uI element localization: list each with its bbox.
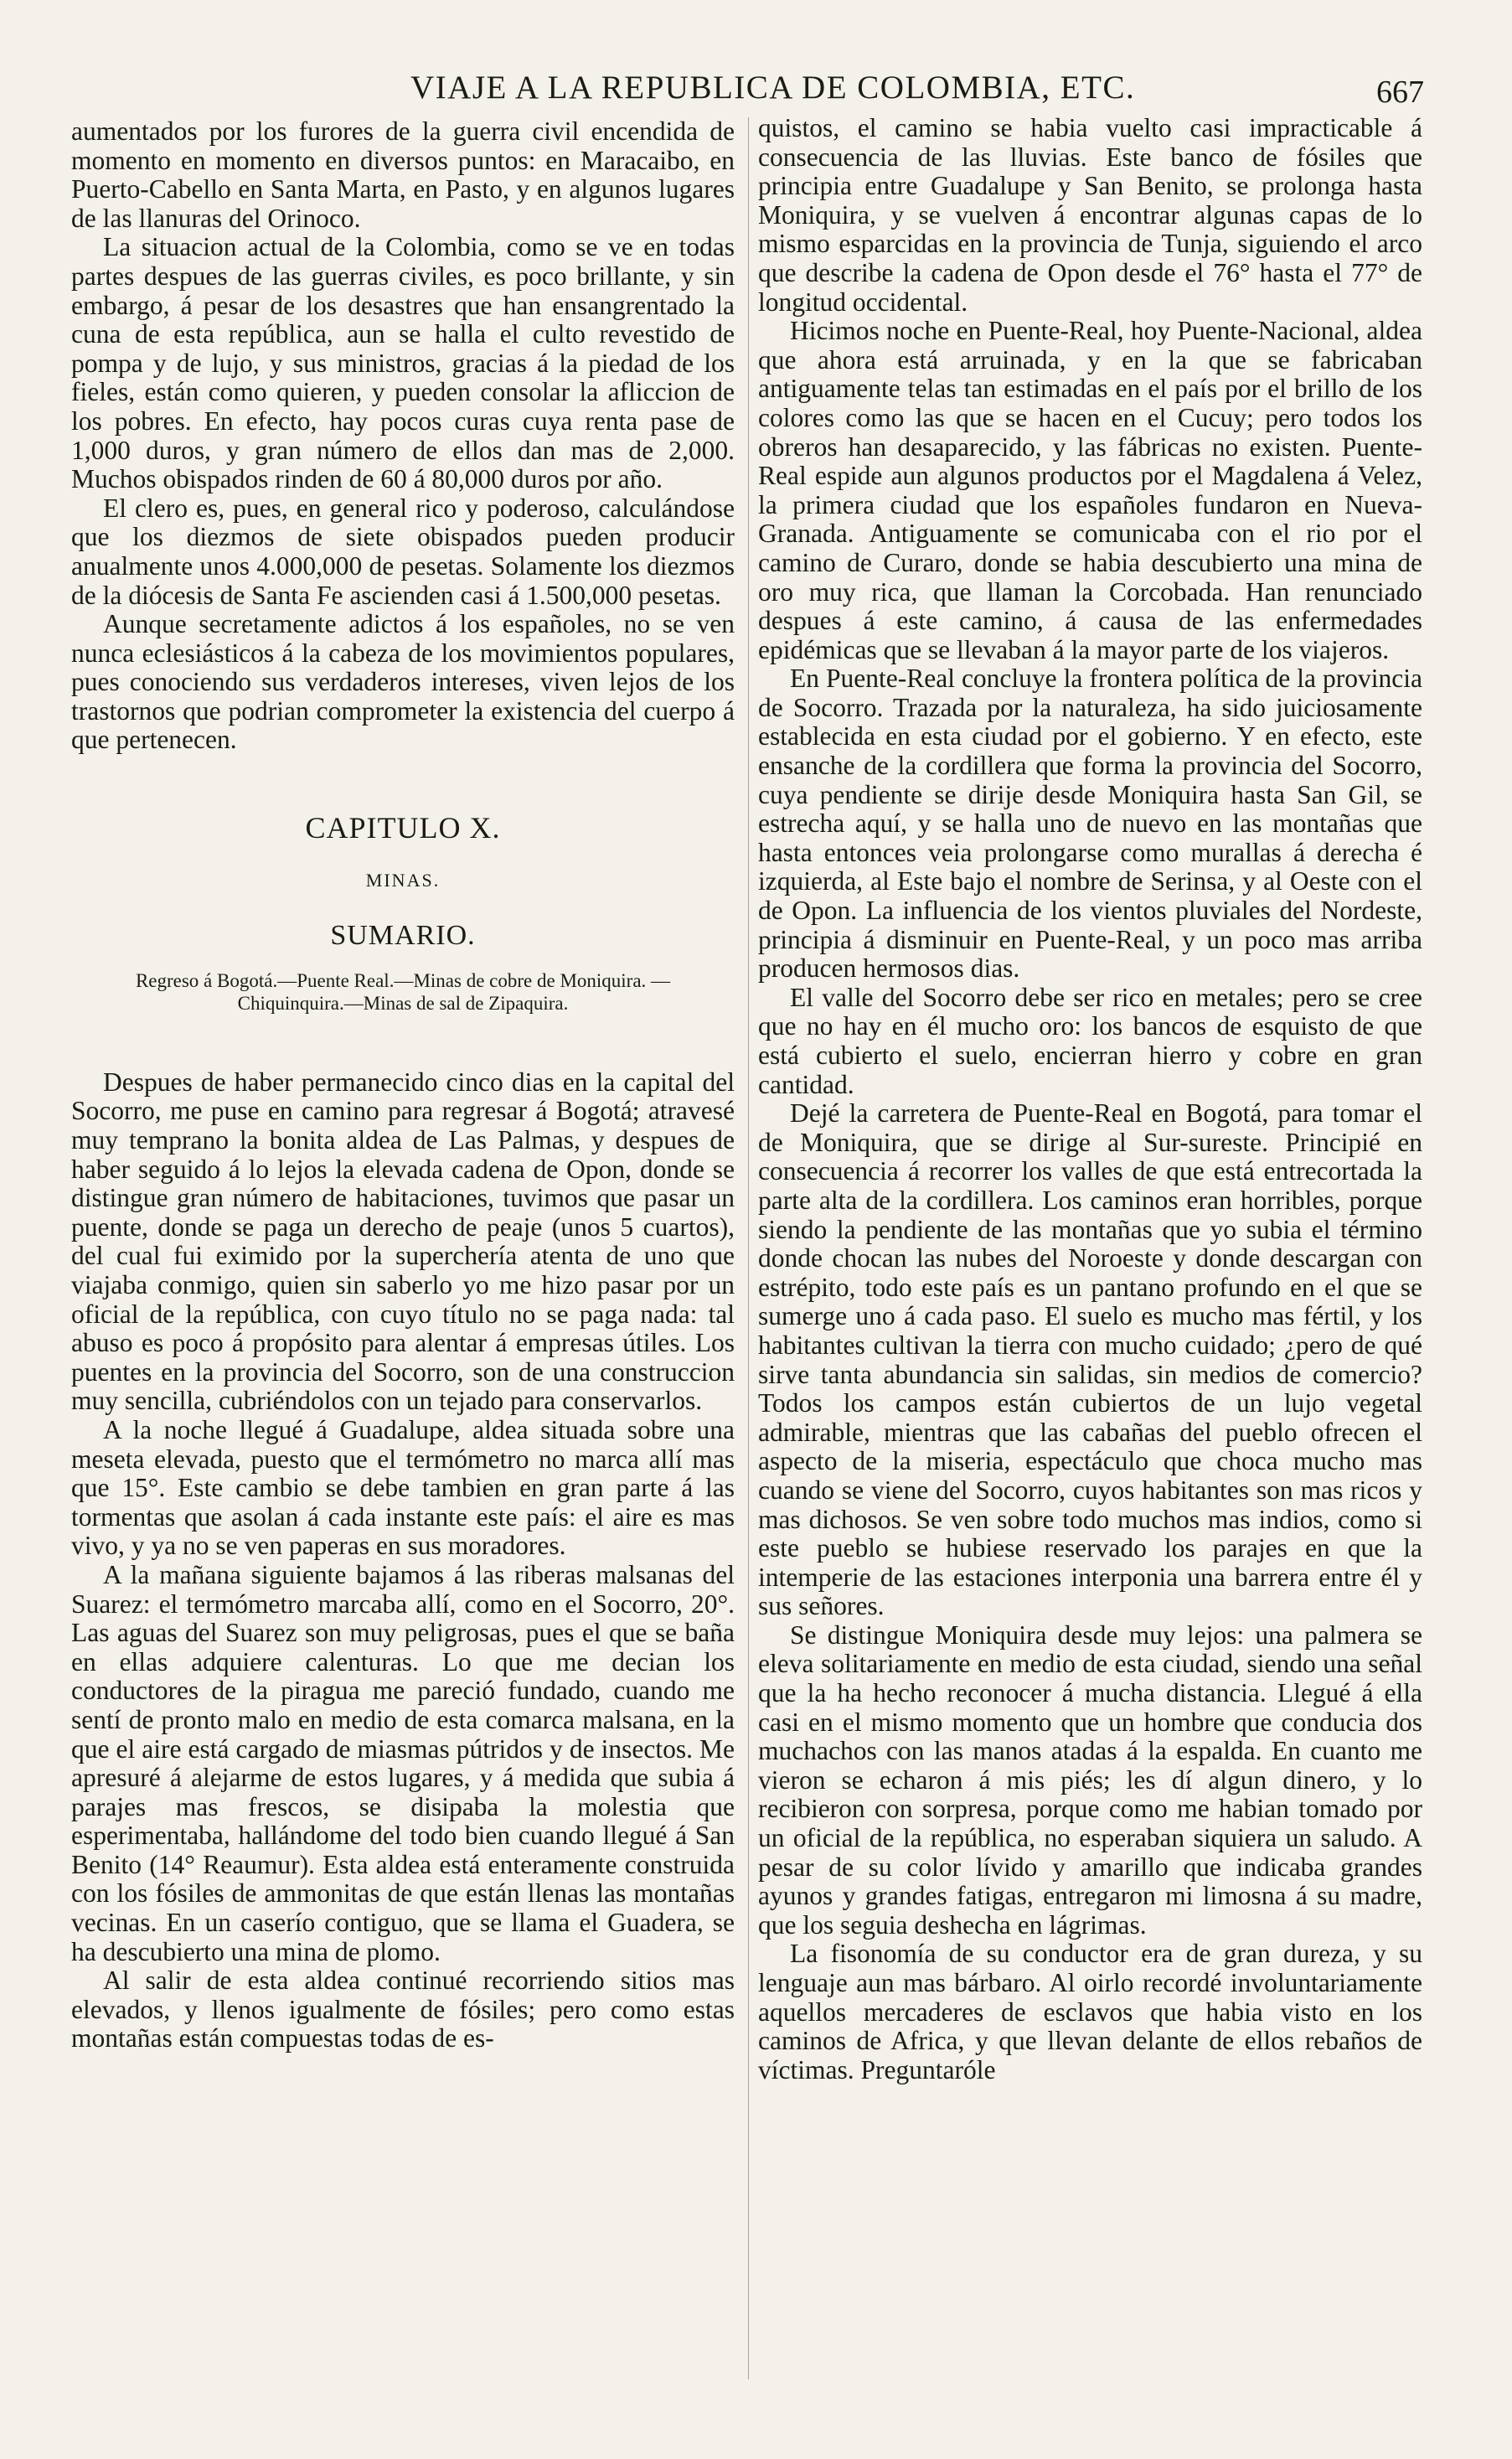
paragraph: La fisonomía de su conductor era de gran dureza, y su lenguaje aun mas bárbaro. Al oirlo recordé involuntariamente aquellos mercaderes de esclavos que habia visto en los caminos de Africa, y que llevan delante de ellos rebaños de víctimas. Preguntaróle [758, 1939, 1422, 2084]
paragraph: quistos, el camino se habia vuelto casi impracticable á consecuencia de las lluvias. Este banco de fósiles que principia entre Guadalupe y San Benito, se prolonga hasta Moniquira, y se vuelven á encontrar algunas capas de lo mismo esparcidas en la provincia de Tunja, siguiendo el arco que describe la cadena de Opon desde el 76° hasta el 77° de longitud occidental. [758, 113, 1422, 317]
paragraph: En Puente-Real concluye la frontera política de la provincia de Socorro. Trazada por la naturaleza, ha sido juiciosamente establecida en esta ciudad por el gobierno. Y en efecto, este ensanche de la cordillera que forma la provincia del Socorro, cuya pendiente se dirije desde Moniquira hasta San Gil, se estrecha aquí, y se halla uno de nuevo en las montañas que hasta entonces veia prolongarse como murallas á derecha é izquierda, al Este bajo el nombre de Serinsa, y al Oeste con el de Opon. La influencia de los vientos pluviales del Nordeste, principia á disminuir en Puente-Real, y un poco mas arriba producen hermosos dias. [758, 664, 1422, 984]
right-column [758, 114, 1422, 2084]
chapter-title: CAPITULO X. [305, 811, 501, 845]
paragraph: Dejé la carretera de Puente-Real en Bogotá, para tomar el de Moniquira, que se dirige al Sur-sureste. Principié en consecuencia á recorrer los valles de que está entrecortada la parte alta de la cordillera. Los caminos eran horribles, porque siendo la pendiente de las montañas que yo subia el término donde chocan las nubes del Noroeste y donde descargan con estrépito, todo este país es un pantano profundo en el que se sumerge uno á cada paso. El suelo es mucho mas fértil, y los habitantes cultivan la tierra con mucho cuidado; ¿pero de qué sirve tanta abundancia sin salidas, sin medios de comercio? Todos los campos están cubiertos de un lujo vegetal admirable, mientras que las cabañas del pueblo ofrecen el aspecto de la miseria, espectáculo que choca mucho mas cuando se viene del Socorro, cuyos habitantes son mas ricos y mas dichosos. Se ven sobre todo muchos mas indios, como si este pueblo se hubiese reservado los parajes en que la intemperie de las estaciones interponia una barrera entre él y sus señores. [758, 1098, 1422, 1621]
paragraph: Se distingue Moniquira desde muy lejos: una palmera se eleva solitariamente en medio de esta ciudad, siendo una señal que la ha hecho reconocer á mucha distancia. Llegué á ella casi en el mismo momento que un hombre que conducia dos muchachos con las manos atadas á la espalda. En cuanto me vieron se echaron á mis piés; les dí algun dinero, y lo recibieron con sorpresa, porque como me habian tomado por un oficial de la república, no esperaban siquiera un saludo. A pesar de su color lívido y amarillo que indicaba grandes ayunos y grandes fatigas, entregaron mi limosna á su madre, que los seguia deshecha en lágrimas. [758, 1620, 1422, 1940]
left-column [71, 117, 735, 2053]
paragraph: El valle del Socorro debe ser rico en metales; pero se cree que no hay en él mucho oro: los bancos de esquisto de que está cubierto el suelo, encierran hierro y cobre en gran cantidad. [758, 982, 1422, 1099]
column-divider [748, 117, 749, 2379]
chapter-subtitle: MINAS. [365, 869, 441, 891]
running-title: VIAJE A LA REPUBLICA DE COLOMBIA, ETC. [410, 70, 1136, 106]
paragraph: Al salir de esta aldea continué recorriendo sitios mas elevados, y llenos igualmente de fósiles; pero como estas montañas están compuestas todas de es- [71, 1966, 735, 2053]
running-header [0, 69, 1512, 110]
paragraph: Despues de haber permanecido cinco dias en la capital del Socorro, me puse en camino para regresar á Bogotá; atravesé muy temprano la bonita aldea de Las Palmas, y despues de haber seguido á lo lejos la elevada cadena de Opon, donde se distingue gran número de habitaciones, tuvimos que pasar un puente, donde se paga un derecho de peaje (unos 5 cuartos), del cual fui eximido por la superchería atenta de uno que viajaba conmigo, quien sin saberlo yo me hizo pasar por un oficial de la república, con cuyo título no se paga nada: tal abuso es poco á propósito para alentar á empresas útiles. Los puentes en la provincia del Socorro, son de una construccion muy sencilla, cubriéndolos con un tejado para conservarlos. [71, 1067, 735, 1416]
paragraph: aumentados por los furores de la guerra civil encendida de momento en momento en diversos puntos: en Maracaibo, en Puerto-Cabello en Santa Marta, en Pasto, y en algunos lugares de las llanuras del Orinoco. [71, 116, 735, 233]
paragraph: A la noche llegué á Guadalupe, aldea situada sobre una meseta elevada, puesto que el termómetro no marca allí mas que 15°. Este cambio se debe tambien en gran parte á las tormentas que asolan á cada instante este país: el aire es mas vivo, y ya no se ven paperas en sus moradores. [71, 1414, 735, 1561]
paragraph: Hicimos noche en Puente-Real, hoy Puente-Nacional, aldea que ahora está arruinada, y en la que se fabricaban antiguamente telas tan estimadas en el país por el brillo de los colores como las que se hacen en el Cucuy; pero todos los obreros han desaparecido, y las fábricas no existen. Puente-Real espide aun algunos productos por el Magdalena á Velez, la primera ciudad que los españoles fundaron en Nueva-Granada. Antiguamente se comunicaba con el rio por el camino de Curaro, donde se habia descubierto una mina de oro muy rica, que llaman la Corcobada. Han renunciado despues á este camino, á causa de las enfermedades epidémicas que se llevaban á la mayor parte de los viajeros. [758, 316, 1422, 664]
paragraph: A la mañana siguiente bajamos á las riberas malsanas del Suarez: el termómetro marcaba allí, como en el Socorro, 20°. Las aguas del Suarez son muy peligrosas, pues el que se baña en ellas adquiere calenturas. Lo que me decian los conductores de la piragua me pareció fundado, cuando me sentí de pronto malo en medio de esta comarca malsana, en la que el aire está cargado de miasmas pútridos y de insectos. Me apresuré á alejarme de estos lugares, y á medida que subia á parajes mas frescos, se disipaba la molestia que esperimentaba, hallándome del todo bien cuando llegué á San Benito (14° Reaumur). Esta aldea está enteramente construida con los fósiles de ammonitas de que están llenas las montañas vecinas. En un caserío contiguo, que se llama el Guadera, se ha descubierto una mina de plomo. [71, 1559, 735, 1966]
paragraph: El clero es, pues, en general rico y poderoso, calculándose que los diezmos de siete obispados pueden producir anualmente unos 4.000,000 de pesetas. Solamente los diezmos de la diócesis de Santa Fe ascienden casi á 1.500,000 pesetas. [71, 493, 735, 610]
paragraph: Aunque secretamente adictos á los españoles, no se ven nunca eclesiásticos á la cabeza de los movimientos populares, pues conociendo sus verdaderos intereses, viven lejos de los trastornos que podrian comprometer la existencia del cuerpo á que pertenecen. [71, 609, 735, 755]
summary-text: Regreso á Bogotá.—Puente Real.—Minas de cobre de Moniquira. —Chiquinquira.—Minas de sal de Zipaquira. [135, 969, 671, 1014]
page-number: 667 [1376, 75, 1424, 110]
summary-title: SUMARIO. [330, 920, 476, 952]
paragraph: La situacion actual de la Colombia, como se ve en todas partes despues de las guerras civiles, es poco brillante, y sin embargo, á pesar de los desastres que han ensangrentado la cuna de esta república, aun se halla el culto revestido de pompa y de lujo, y sus ministros, gracias á la piedad de los fieles, están como quieren, y pueden consolar la afliccion de los pobres. En efecto, hay pocos curas cuya renta pase de 1,000 duros, y gran número de ellos dan mas de 2,000. Muchos obispados rinden de 60 á 80,000 duros por año. [71, 232, 735, 494]
